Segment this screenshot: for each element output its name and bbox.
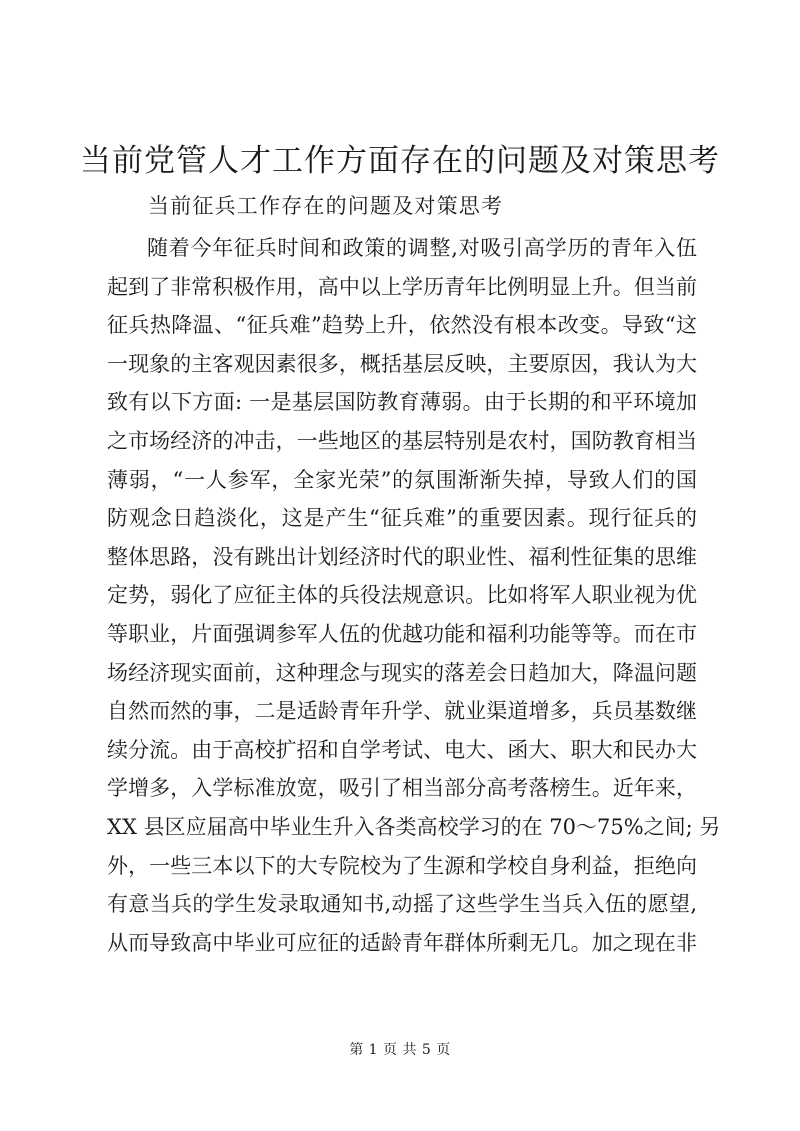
body-line: XX 县区应届高中毕业生升入各类高校学习的在 70～75%之间; 另 [107, 814, 721, 839]
body-line: 从而导致高中毕业可应征的适龄青年群体所剩无几。加之现在非 [107, 930, 697, 955]
body-line: 征兵热降温、“征兵难”趋势上升，依然没有根本改变。导致“这 [107, 313, 697, 338]
body-line: 随着今年征兵时间和政策的调整,对吸引高学历的青年入伍 [147, 236, 697, 260]
body-line: 防观念日趋淡化，这是产生“征兵难”的重要因素。现行征兵的 [107, 506, 697, 531]
body-line: 续分流。由于高校扩招和自学考试、电大、函大、职大和民办大 [107, 737, 697, 762]
body-line: 外，一些三本以下的大专院校为了生源和学校自身利益，拒绝向 [107, 853, 697, 878]
body-line: 起到了非常积极作用，高中以上学历青年比例明显上升。但当前 [107, 274, 697, 299]
page-footer [0, 1040, 800, 1060]
body-line: 定势，弱化了应征主体的兵役法规意识。比如将军人职业视为优 [107, 583, 697, 608]
document-subtitle: 当前征兵工作存在的问题及对策思考 [148, 194, 504, 218]
body-line: 之市场经济的冲击，一些地区的基层特别是农村，国防教育相当 [107, 428, 697, 453]
body-line: 致有以下方面: 一是基层国防教育薄弱。由于长期的和平环境加 [107, 390, 697, 415]
body-line: 一现象的主客观因素很多，概括基层反映，主要原因，我认为大 [107, 351, 697, 376]
document-body [107, 229, 721, 962]
document-title: 当前党管人才工作方面存在的问题及对策思考 [80, 143, 720, 179]
body-line: 整体思路，没有跳出计划经济时代的职业性、福利性征集的思维 [107, 544, 697, 569]
body-line: 等职业，片面强调参军人伍的优越功能和福利功能等等。而在市 [107, 621, 697, 646]
body-line: 学增多，入学标准放宽，吸引了相当部分高考落榜生。近年来， [107, 776, 697, 801]
body-line: 有意当兵的学生发录取通知书,动摇了这些学生当兵入伍的愿望, [107, 892, 697, 917]
page-number: 第 1 页 共 5 页 [349, 1042, 451, 1058]
body-line: 薄弱，“一人参军，全家光荣”的氛围渐渐失掉，导致人们的国 [107, 467, 697, 492]
body-line: 场经济现实面前，这种理念与现实的落差会日趋加大，降温问题 [107, 660, 697, 685]
body-line: 自然而然的事，二是适龄青年升学、就业渠道增多，兵员基数继 [107, 699, 697, 724]
